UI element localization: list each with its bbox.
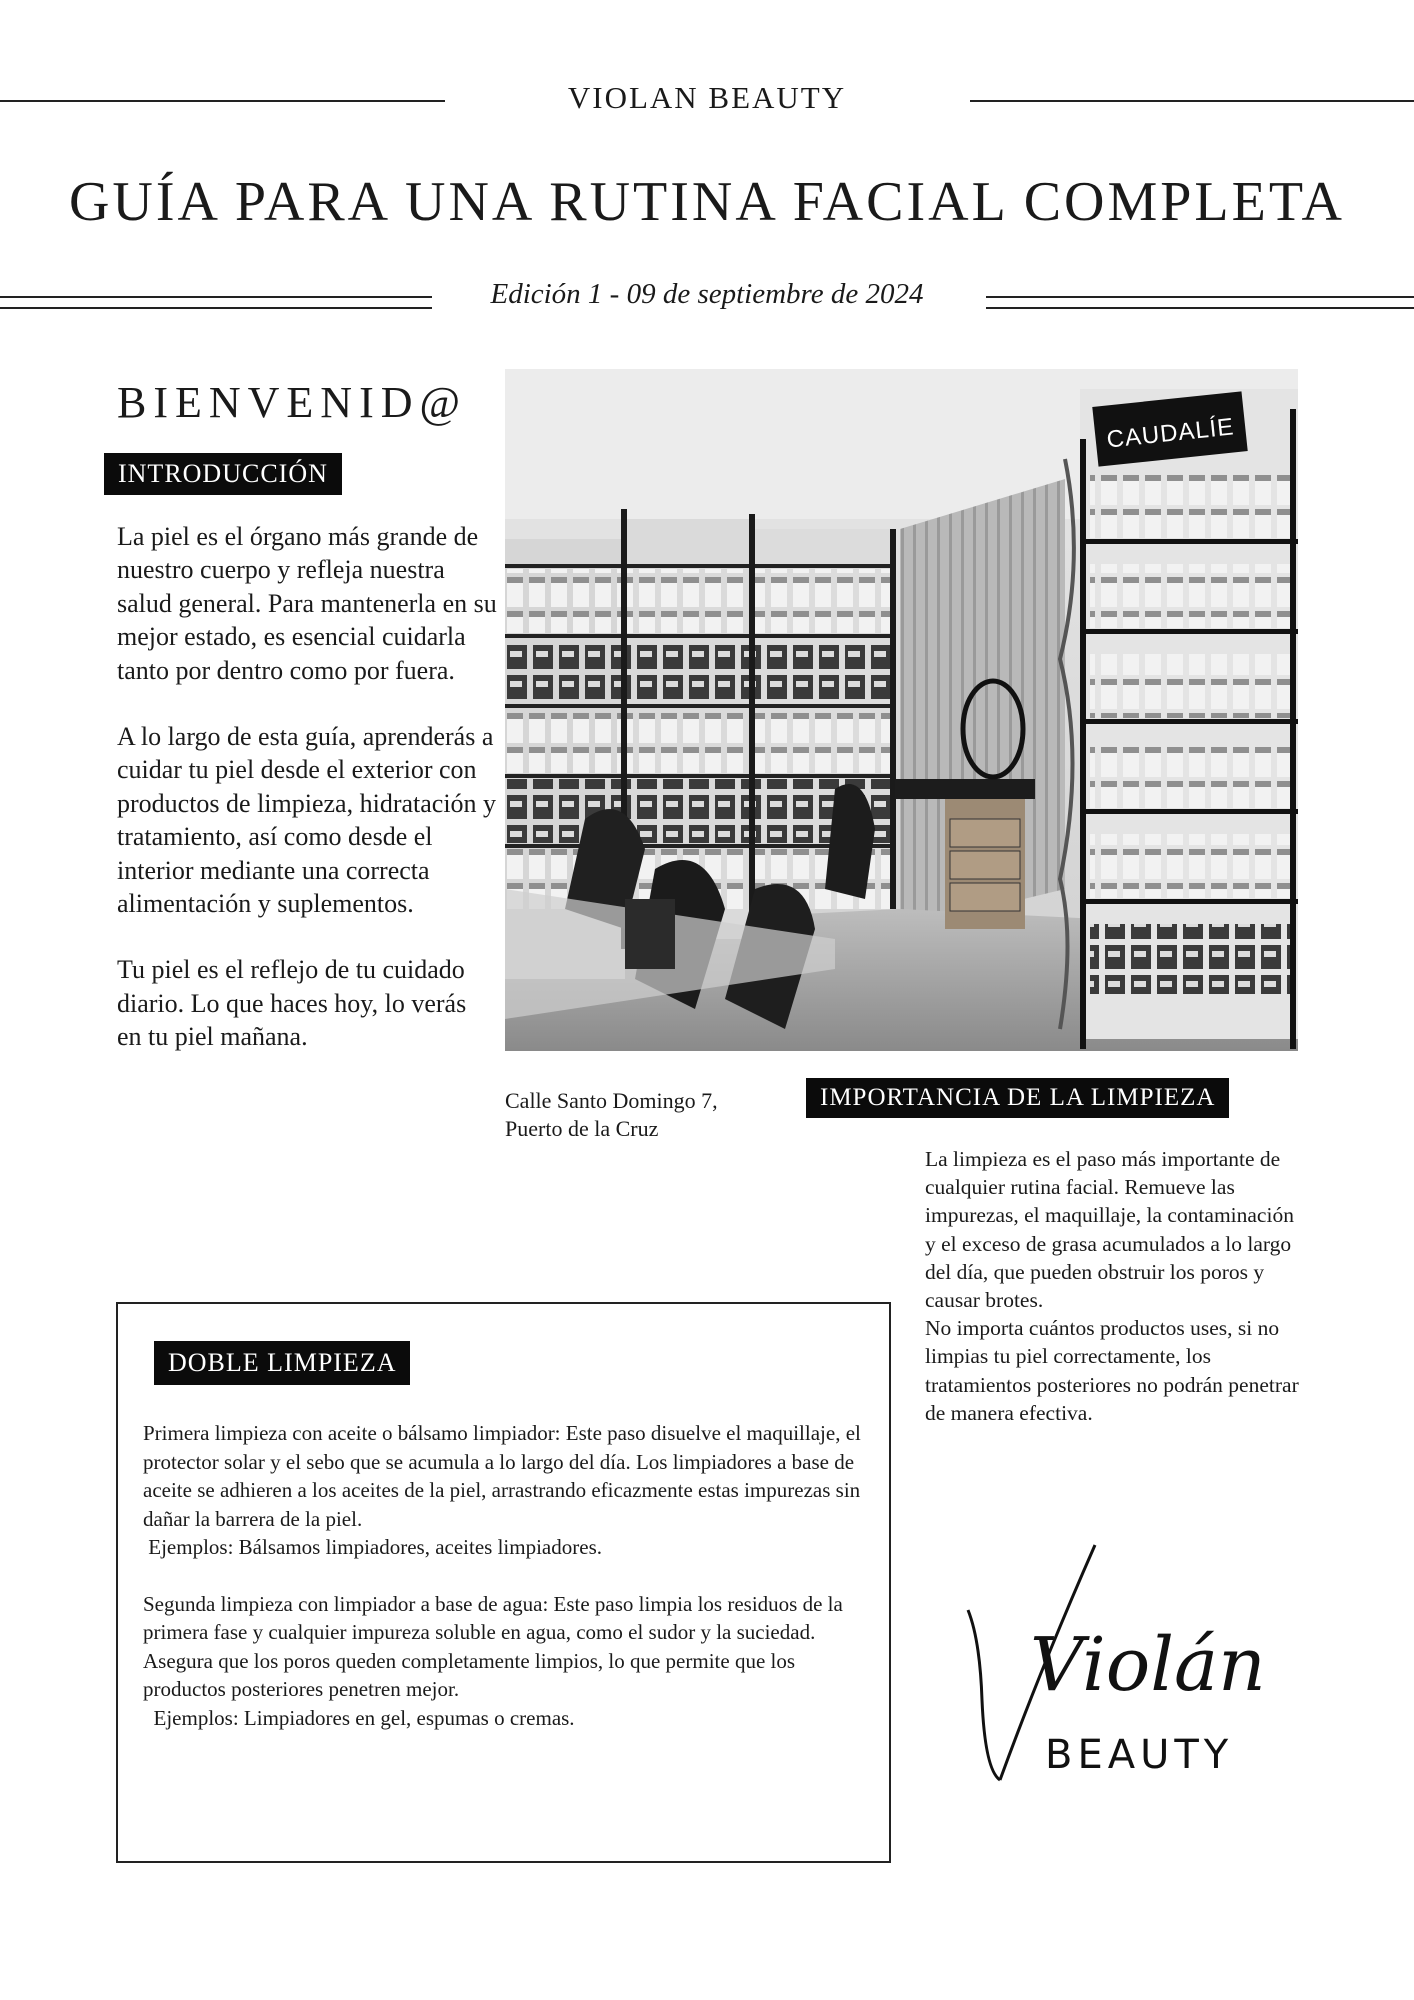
edition-line <box>0 278 1414 311</box>
intro-tag: INTRODUCCIÓN <box>104 453 342 495</box>
store-sign-text: CAUDALÍE <box>1105 413 1236 454</box>
store-address <box>505 1087 795 1143</box>
intro-body <box>117 520 497 1087</box>
importance-paragraph: No importa cuántos productos uses, si no limpias tu piel correctamente, los tratamientos posteriores no podrán penetrar de manera efectiva. <box>925 1316 1299 1425</box>
intro-paragraph: A lo largo de esta guía, aprenderás a cuidar tu piel desde el exterior con productos de limpieza, hidratación y tratamiento, así como desde el interior mediante una correcta alimentación y suplementos. <box>117 722 497 919</box>
welcome-heading: BIENVENID@ <box>117 378 468 427</box>
first-cleanse-examples: Ejemplos: Bálsamos limpiadores, aceites limpiadores. <box>143 1535 602 1559</box>
right-shelves <box>1060 389 1298 1049</box>
second-cleanse-examples: Ejemplos: Limpiadores en gel, espumas o cremas. <box>143 1705 575 1730</box>
importance-tag: IMPORTANCIA DE LA LIMPIEZA <box>806 1078 1229 1118</box>
store-photo <box>505 369 1298 1051</box>
brand-name: VIOLAN BEAUTY <box>567 80 847 115</box>
double-cleanse-tag: DOBLE LIMPIEZA <box>154 1341 410 1385</box>
page-title: GUÍA PARA UNA RUTINA FACIAL COMPLETA <box>68 171 1345 233</box>
violan-beauty-logo <box>960 1540 1280 1790</box>
intro-paragraph: La piel es el órgano más grande de nuestro cuerpo y refleja nuestra salud general. Para mantenerla en su mejor estado, es esencial cuidarla tanto por dentro como por fuera. <box>117 522 497 685</box>
first-cleanse-text: Primera limpieza con aceite o bálsamo limpiador: Este paso disuelve el maquillaje, el protector solar y el sebo que se acumula a lo largo del día. Los limpiadores a base de aceite se adhieren a los aceites de la piel, arrastrando eficazmente estas impurezas sin dañar la barrera de la piel. <box>143 1421 861 1531</box>
importance-paragraph: La limpieza es el paso más importante de cualquier rutina facial. Remueve las impurezas, el maquillaje, la contaminación y el exceso de grasa acumulados a lo largo del día, que pueden obstruir los poros y causar brotes. <box>925 1147 1294 1313</box>
address-line-1: Calle Santo Domingo 7, <box>505 1088 718 1113</box>
importance-body <box>925 1145 1305 1427</box>
second-cleanse-text: Segunda limpieza con limpiador a base de agua: Este paso limpia los residuos de la primera fase y cualquier impureza soluble en agua, como el sudor y la suciedad. Asegura que los poros queden completamente limpios, lo que permite que los productos posteriores penetren mejor. <box>143 1591 843 1701</box>
intro-paragraph: Tu piel es el reflejo de tu cuidado diario. Lo que haces hoy, lo verás en tu piel mañana. <box>117 955 467 1052</box>
double-cleanse-body <box>143 1419 863 1732</box>
logo-script: Violán <box>1030 1622 1266 1708</box>
address-line-2: Puerto de la Cruz <box>505 1116 659 1141</box>
logo-word: BEAUTY <box>1045 1732 1234 1778</box>
edition-text: Edición 1 - 09 de septiembre de 2024 <box>478 278 935 310</box>
